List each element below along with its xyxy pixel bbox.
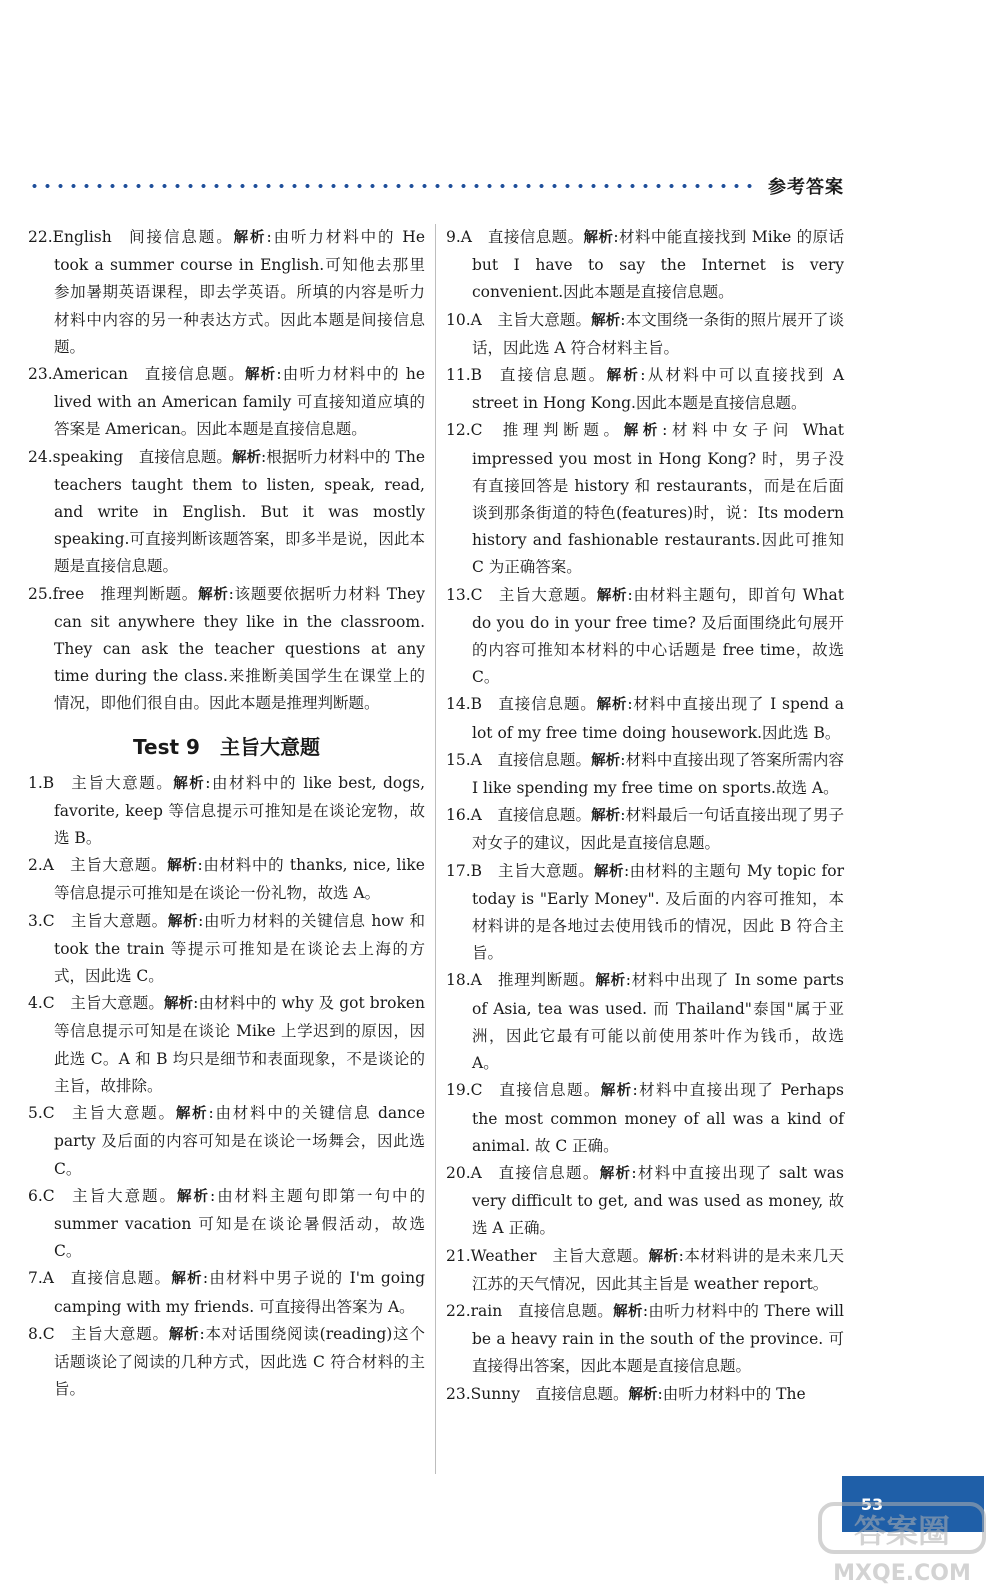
- svg-text:MXQE.COM: MXQE.COM: [833, 1561, 971, 1586]
- question-type: 直接信息题。: [69, 1269, 172, 1288]
- analysis-text: :由听力材料中的 he lived with an American family 可直接知道应填的答案是 American。因此本题是直接信息题。: [54, 365, 426, 439]
- answer-entry: [446, 967, 844, 1077]
- analysis-text: :材料中直接出现了 salt was very difficult to get, and was used as money, 故选 A 正确。: [472, 1163, 844, 1238]
- answer-number: 20.A: [446, 1163, 482, 1182]
- answer-entry: [446, 417, 844, 581]
- answer-entry: [446, 224, 844, 307]
- analysis-label: 解析: [163, 996, 194, 1013]
- answer-number: 11.B: [446, 366, 483, 385]
- analysis-text: :由材料中男子说的 I'm going camping with my friends. 可直接得出答案为 A。: [54, 1269, 425, 1316]
- answer-entry: [446, 307, 844, 362]
- analysis-label: 解析: [244, 367, 277, 384]
- answer-entry: [28, 581, 425, 718]
- left-entries-before: [28, 224, 425, 718]
- answer-entry: [28, 1265, 425, 1320]
- question-type: 直接信息题。: [138, 447, 232, 466]
- answer-entry: [28, 990, 425, 1100]
- analysis-text: :材料最后一句话直接出现了男子对女子的建议，因此是直接信息题。: [472, 806, 844, 853]
- left-column: [28, 224, 425, 1403]
- answer-number: 7.A: [28, 1269, 54, 1288]
- question-type: 推理判断题。: [497, 971, 596, 990]
- analysis-text: :本材料讲的是未来几天江苏的天气情况，因此其主旨是 weather report。: [472, 1246, 844, 1293]
- question-type: 主旨大意题。: [552, 1246, 649, 1265]
- analysis-text: :由材料中的 why 及 got broken 等信息提示可知是在谈论 Mike 上学迟到的原因，因此选 C。A 和 B 均只是细节和表面现象，不是谈论的主旨，故排除。: [54, 994, 425, 1095]
- analysis-text: :由听力材料中的 The: [657, 1384, 806, 1403]
- analysis-label: 解析: [606, 368, 641, 385]
- watermark-logo: [812, 1498, 992, 1588]
- answer-number: 10.A: [446, 310, 482, 329]
- question-type: 推理判断题。: [99, 584, 199, 603]
- answer-entry: [446, 1077, 844, 1160]
- analysis-text: :材料中女子问 What impressed you most in Hong Kong? 时，男子没有直接回答是 history 和 restaurants，而是在后面谈到那条街道的特色(features)时，说：Its modern history and fashionable restaurants.因此可推知 C 为正确答案。: [472, 421, 844, 577]
- answer-entry: [446, 1160, 844, 1243]
- answer-number: 17.B: [446, 861, 483, 880]
- answer-entry: [28, 224, 425, 361]
- analysis-label: 解析: [596, 697, 628, 714]
- analysis-label: 解析: [171, 1271, 203, 1288]
- answer-number: 18.A: [446, 971, 482, 990]
- question-type: 主旨大意题。: [69, 773, 174, 792]
- answer-number: 1.B: [28, 773, 55, 792]
- analysis-text: :由听力材料中的 He took a summer course in English.可知他去那里参加暑期英语课程，即去学英语。所填的内容是听力材料中内容的另一种表达方式。因此本题是间接信息题。: [54, 228, 425, 356]
- left-entries-after: [28, 770, 425, 1404]
- header-title: 参考答案: [768, 177, 844, 198]
- answer-entry: [28, 1100, 425, 1183]
- answer-number: 14.B: [446, 695, 483, 714]
- analysis-label: 解析: [175, 1106, 209, 1123]
- question-type: 主旨大意题。: [69, 856, 168, 875]
- answer-entry: [446, 582, 844, 692]
- question-type: 间接信息题。: [127, 228, 234, 246]
- answer-number: 16.A: [446, 806, 482, 825]
- analysis-label: 解析: [599, 1165, 632, 1182]
- analysis-label: 解析: [591, 312, 621, 329]
- question-type: 主旨大意题。: [70, 1104, 176, 1123]
- page-header: [28, 174, 844, 198]
- question-type: 直接信息题。: [497, 750, 592, 769]
- analysis-text: :由听力材料的关键信息 how 和 took the train 等提示可推知是在谈论去上海的方式，因此选 C。: [54, 911, 425, 986]
- question-type: 主旨大意题。: [70, 1324, 169, 1343]
- answer-number: 3.C: [28, 911, 55, 930]
- question-type: 直接信息题。: [497, 695, 597, 714]
- analysis-label: 解析: [596, 587, 628, 604]
- analysis-text: :材料中直接出现了答案所需内容 I like spending my free time on sports.故选 A。: [472, 750, 844, 798]
- question-type: 直接信息题。: [143, 365, 245, 384]
- analysis-label: 解析: [167, 913, 199, 930]
- answer-entry: [28, 1183, 425, 1266]
- analysis-label: 解析: [591, 752, 621, 769]
- analysis-text: :从材料中可以直接找到 A street in Hong Kong.因此本题是直接信息题。: [472, 366, 845, 413]
- answer-entry: [446, 747, 844, 802]
- analysis-label: 解析: [233, 230, 267, 246]
- answer-number: 4.C: [28, 994, 55, 1013]
- answer-entry: [446, 362, 844, 417]
- analysis-label: 解析: [168, 1326, 200, 1343]
- answer-entry: [446, 1298, 844, 1381]
- question-type: 主旨大意题。: [497, 310, 592, 329]
- analysis-label: 解析: [623, 423, 663, 440]
- analysis-label: 解析: [591, 808, 621, 825]
- analysis-text: :由材料中的 like best, dogs, favorite, keep 等信息提示可推知是在谈论宠物，故选 B。: [54, 773, 426, 848]
- analysis-text: :材料中出现了 In some parts of Asia, tea was used. 而 Thailand"泰国"属于亚洲，因此它最有可能以前使用茶叶作为钱币，故选 A。: [472, 971, 844, 1073]
- question-type: 直接信息题。: [487, 228, 584, 246]
- answer-number: 22.rain: [446, 1301, 503, 1320]
- analysis-label: 解析: [177, 1188, 210, 1205]
- analysis-text: :由材料的主题句 My topic for today is "Early Money". 及后面的内容可推知，本材料讲的是各地过去使用钱币的情况，因此 B 符合主旨。: [472, 861, 845, 963]
- answer-number: 23.American: [28, 365, 128, 384]
- question-type: 主旨大意题。: [497, 861, 594, 880]
- answer-number: 12.C: [446, 421, 483, 440]
- answer-number: 22.English: [28, 228, 112, 246]
- analysis-text: :由听力材料中的 There will be a heavy rain in the south of the province. 可直接得出答案，因此本题是直接信息题。: [472, 1301, 844, 1376]
- answer-entry: [446, 858, 844, 968]
- answer-entry: [28, 908, 425, 991]
- question-type: 直接信息题。: [497, 1163, 600, 1182]
- answer-number: 21.Weather: [446, 1246, 537, 1265]
- answer-entry: [28, 444, 425, 581]
- analysis-text: :材料中直接出现了 I spend a lot of my free time doing housework.因此选 B。: [472, 695, 844, 742]
- analysis-label: 解析: [198, 586, 229, 603]
- analysis-text: :由材料主题句，即首句 What do you do in your free time? 及后面围绕此句展开的内容可推知本材料的中心话题是 free time，故选 C。: [472, 585, 844, 687]
- page-number: 53: [860, 1494, 884, 1514]
- answer-entry: [446, 691, 844, 746]
- analysis-label: 解析: [595, 973, 626, 990]
- answer-entry: [28, 852, 425, 907]
- right-column: [446, 224, 844, 1409]
- analysis-text: :根据听力材料中的 The teachers taught them to listen, speak, read, and write in English. But it was mostly speaking.可直接判断该题答案，即多半是说，因此本题是直接信息题。: [54, 447, 425, 576]
- question-type: 主旨大意题。: [70, 1186, 178, 1205]
- answer-number: 24.speaking: [28, 447, 124, 466]
- answer-number: 13.C: [446, 585, 483, 604]
- analysis-label: 解析: [231, 449, 262, 466]
- analysis-text: :由材料主题句即第一句中的 summer vacation 可知是在谈论暑假活动，故选 C。: [54, 1186, 425, 1261]
- analysis-text: :该题要依据听力材料 They can sit anywhere they like in the classroom. They can ask the teacher questions at any time during the class.来推断美国学生在课堂上的情况，即他们很自由。因此本题是推理判断题。: [54, 584, 425, 713]
- analysis-text: :材料中直接出现了 Perhaps the most common money of all was a kind of animal. 故 C 正确。: [472, 1081, 844, 1155]
- analysis-text: :本文围绕一条街的照片展开了谈话，因此选 A 符合材料主旨。: [472, 310, 844, 357]
- analysis-label: 解析: [648, 1248, 679, 1265]
- question-type: 直接信息题。: [498, 1081, 601, 1100]
- dotted-rule: [28, 183, 754, 189]
- answer-entry: [446, 802, 844, 857]
- answer-number: 9.A: [446, 228, 472, 246]
- answer-number: 25.free: [28, 584, 85, 603]
- analysis-text: :材料中能直接找到 Mike 的原话 but I have to say the Internet is very convenient.因此本题是直接信息题。: [472, 228, 844, 302]
- question-type: 直接信息题。: [497, 366, 607, 385]
- question-type: 推理判断题。: [498, 421, 624, 440]
- answer-entry: [28, 1321, 425, 1404]
- column-divider: [435, 224, 436, 1474]
- answer-number: 19.C: [446, 1081, 483, 1100]
- analysis-text: :本对话围绕阅读(reading)这个话题谈论了阅读的几种方式，因此选 C 符合材料的主旨。: [54, 1324, 425, 1399]
- analysis-label: 解析: [173, 775, 206, 792]
- analysis-label: 解析: [613, 1303, 643, 1320]
- section-title: Test 9 主旨大意题: [133, 734, 320, 759]
- svg-text:答案圈: 答案圈: [853, 1512, 951, 1550]
- question-type: 直接信息题。: [517, 1301, 614, 1320]
- answer-number: 2.A: [28, 856, 54, 875]
- analysis-label: 解析: [600, 1083, 633, 1100]
- question-type: 直接信息题。: [535, 1384, 629, 1403]
- question-type: 直接信息题。: [497, 806, 592, 825]
- answer-number: 15.A: [446, 750, 482, 769]
- answer-number: 6.C: [28, 1186, 55, 1205]
- right-entries: [446, 224, 844, 1409]
- answer-entry: [446, 1243, 844, 1298]
- analysis-label: 解析: [628, 1386, 658, 1403]
- answer-number: 5.C: [28, 1104, 55, 1123]
- analysis-label: 解析: [583, 230, 614, 246]
- answer-number: 8.C: [28, 1324, 55, 1343]
- question-type: 主旨大意题。: [498, 585, 597, 604]
- analysis-text: :由材料中的关键信息 dance party 及后面的内容可知是在谈论一场舞会，因此选 C。: [54, 1104, 425, 1178]
- answer-number: 23.Sunny: [446, 1384, 520, 1403]
- answer-entry: [446, 1381, 844, 1409]
- question-type: 主旨大意题。: [70, 911, 168, 930]
- question-type: 主旨大意题。: [70, 994, 164, 1013]
- analysis-label: 解析: [593, 863, 624, 880]
- analysis-label: 解析: [167, 858, 198, 875]
- answer-entry: [28, 361, 425, 444]
- analysis-text: :由材料中的 thanks, nice, like 等信息提示可推知是在谈论一份礼物，故选 A。: [54, 856, 425, 903]
- answer-entry: [28, 770, 425, 853]
